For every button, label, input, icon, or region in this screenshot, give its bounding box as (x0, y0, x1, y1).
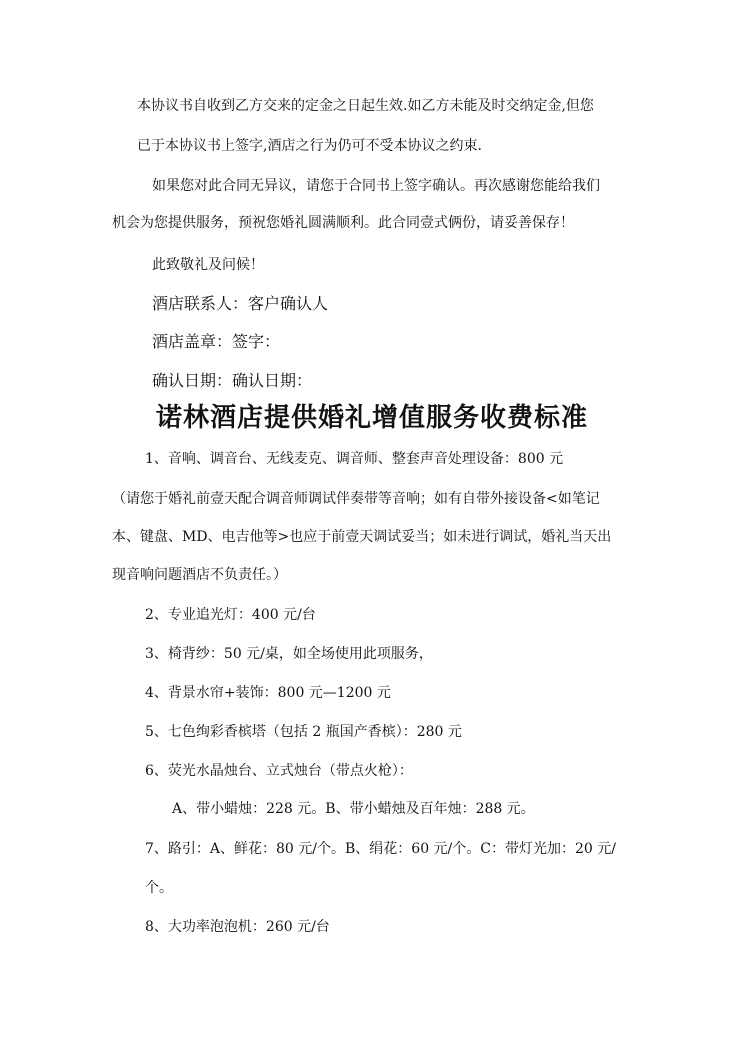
closing-line-1: 如果您对此合同无异议，请您于合同书上签字确认。再次感谢您能给我们 (152, 178, 600, 194)
price-item-8: 8、大功率泡泡机：260 元/台 (145, 919, 330, 935)
clause-line-2: 已于本协议书上签字,酒店之行为仍可不受本协议之约束. (137, 138, 482, 154)
signature-contact: 酒店联系人：客户确认人 (152, 294, 329, 313)
price-note-line-3: 现音响问题酒店不负责任。） (112, 567, 287, 583)
price-item-6: 6、荧光水晶烛台、立式烛台（带点火枪）： (145, 763, 413, 779)
price-item-6-detail: A、带小蜡烛：228 元。B、带小蜡烛及百年烛：288 元。 (172, 801, 535, 817)
price-item-7-line-1: 7、路引：A、鲜花：80 元/个。B、绢花：60 元/个。C：带灯光加：20 元/ (145, 841, 616, 857)
price-item-7-line-2: 个。 (145, 880, 173, 896)
price-note-line-2: 本、键盘、MD、电吉他等>也应于前壹天调试妥当；如未进行调试，婚礼当天出 (112, 529, 612, 545)
price-item-4: 4、背景水帘+装饰：800 元—1200 元 (145, 685, 391, 701)
price-item-2: 2、专业追光灯：400 元/台 (145, 607, 316, 623)
signature-date: 确认日期：确认日期： (152, 371, 313, 390)
clause-line-1: 本协议书自收到乙方交来的定金之日起生效.如乙方未能及时交纳定金,但您 (137, 98, 594, 114)
closing-line-2: 机会为您提供服务，预祝您婚礼圆满顺利。此合同壹式俩份，请妥善保存！ (112, 215, 574, 231)
closing-greeting: 此致敬礼及问候！ (152, 257, 264, 273)
price-item-3: 3、椅背纱：50 元/桌，如全场使用此项服务， (145, 646, 433, 662)
price-list-title: 诺林酒店提供婚礼增值服务收费标准 (155, 403, 588, 433)
price-item-1: 1、音响、调音台、无线麦克、调音师、整套声音处理设备：800 元 (145, 451, 564, 467)
signature-stamp: 酒店盖章：签字： (152, 332, 281, 351)
price-note-line-1: （请您于婚礼前壹天配合调音师调试伴奏带等音响；如有自带外接设备<如笔记 (112, 491, 600, 507)
price-item-5: 5、七色绚彩香槟塔（包括 2 瓶国产香槟）：280 元 (145, 724, 462, 740)
